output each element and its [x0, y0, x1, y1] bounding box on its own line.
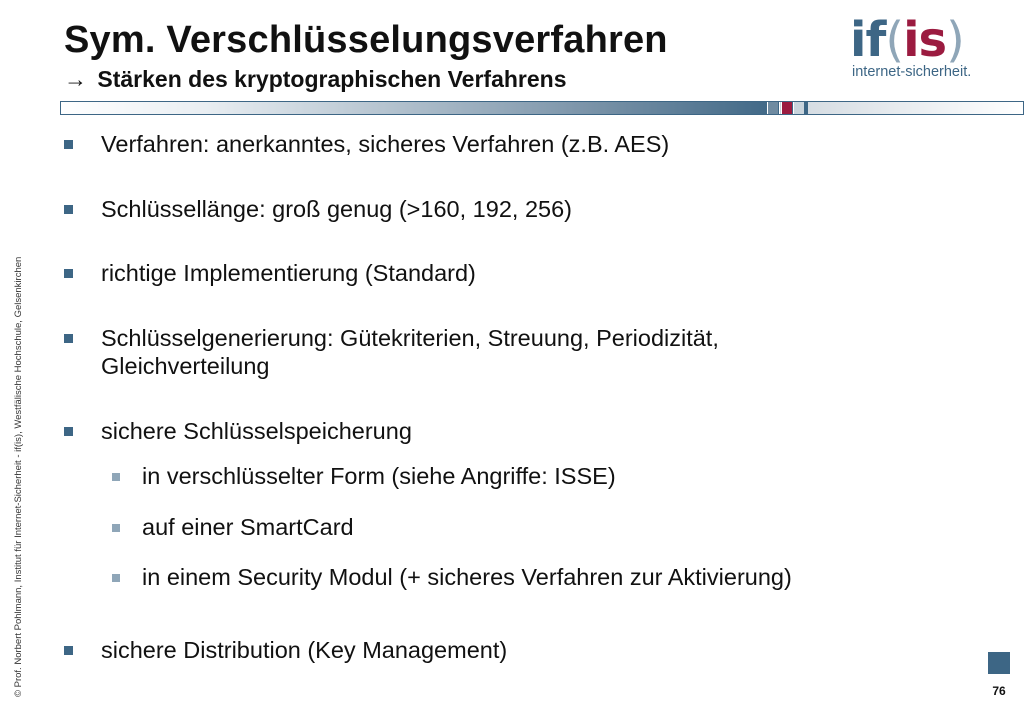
sub-bullet-square-icon [112, 473, 120, 481]
bullet-square-icon [64, 140, 73, 149]
bullet-square-icon [64, 427, 73, 436]
sub-bullet-square-icon [112, 574, 120, 582]
logo-mark: if(is) [850, 12, 964, 68]
bullet-square-icon [64, 334, 73, 343]
slide-subtitle [64, 66, 567, 93]
bar-square [767, 102, 778, 114]
logo-text: internet-sicherheit. [852, 64, 972, 80]
sub-bullet-square-icon [112, 524, 120, 532]
if-is-logo [850, 14, 990, 94]
slide-title: Sym. Verschlüsselungsverfahren [64, 19, 668, 61]
page-number: 76 [992, 684, 1006, 698]
arrow-right-icon: → [64, 66, 87, 92]
copyright-text: © Prof. Norbert Pohlmann, Institut für Internet-Sicherheit - if(is), Westfälische Hochschule, Gelsenkirchen [13, 256, 24, 697]
bullet-square-icon [64, 205, 73, 214]
bar-square [793, 102, 804, 114]
corner-square [988, 652, 1010, 674]
copyright-sidebar [10, 197, 26, 697]
bullet-square-icon [64, 269, 73, 278]
bar-square-red [781, 102, 792, 114]
bullet-square-icon [64, 646, 73, 655]
subtitle-text: Stärken des kryptographischen Verfahrens [97, 66, 567, 92]
bar-fade [808, 102, 1023, 114]
title-underline-bar [60, 101, 1024, 115]
